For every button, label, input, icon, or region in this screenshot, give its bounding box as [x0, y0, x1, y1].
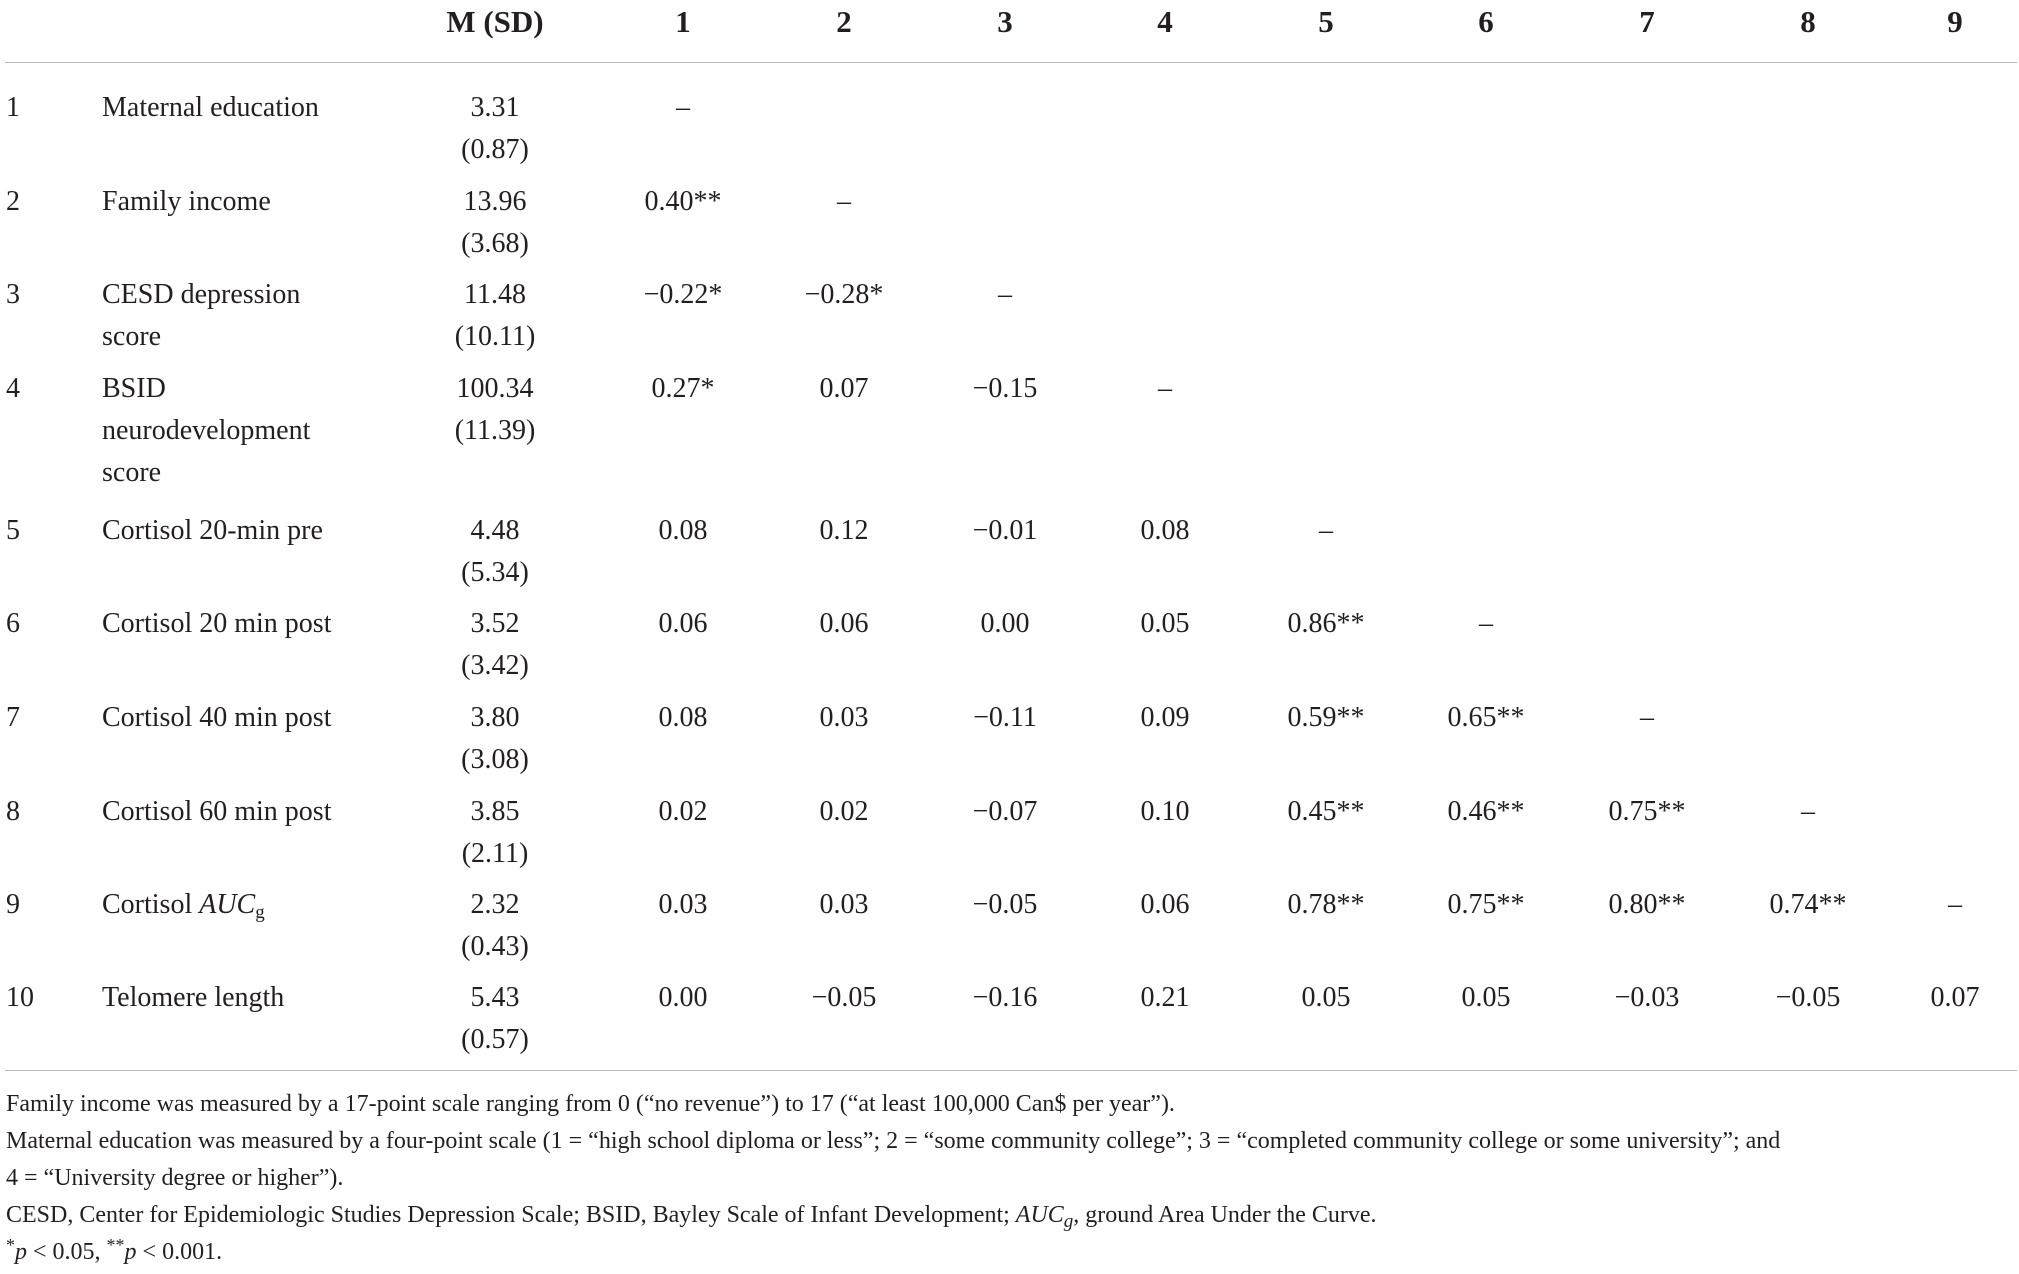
correlation-cell: 0.08 — [1140, 515, 1190, 546]
correlation-cell: 0.12 — [819, 515, 869, 546]
correlation-cell: 0.07 — [819, 373, 869, 404]
sd-value: (5.34) — [461, 557, 529, 588]
correlation-cell: 0.40** — [644, 186, 722, 217]
correlation-cell: −0.05 — [1775, 982, 1841, 1013]
note-abbrev-text-b: , ground Area Under the Curve. — [1073, 1202, 1377, 1228]
correlation-cell: 0.06 — [658, 608, 708, 639]
mean-sd — [425, 977, 565, 1061]
note-significance — [6, 1234, 222, 1271]
variable-name-line: Telomere length — [102, 982, 285, 1013]
mean-sd — [425, 510, 565, 594]
correlation-cell: 0.00 — [980, 608, 1030, 639]
correlation-cell: 0.08 — [658, 702, 708, 733]
correlation-cell: 0.80** — [1608, 889, 1686, 920]
row-number: 4 — [6, 373, 20, 404]
header-divider — [5, 62, 2017, 63]
mean-sd — [425, 791, 565, 875]
correlation-cell: – — [1479, 608, 1493, 639]
correlation-cell: – — [676, 92, 690, 123]
header-col-5: 5 — [1318, 4, 1334, 39]
variable-name-line: Cortisol 40 min post — [102, 702, 332, 733]
variable-name-line: Cortisol 20 min post — [102, 608, 332, 639]
mean-sd — [425, 697, 565, 781]
correlation-cell: 0.09 — [1140, 702, 1190, 733]
correlation-cell: 0.02 — [658, 796, 708, 827]
mean-value: 3.52 — [470, 608, 520, 639]
variable-prefix: Cortisol — [102, 889, 200, 920]
correlation-cell: 0.05 — [1301, 982, 1351, 1013]
correlation-cell: −0.01 — [972, 515, 1038, 546]
note-star-1: * — [6, 1235, 15, 1255]
variable-name — [102, 603, 352, 645]
sd-value: (0.57) — [461, 1024, 529, 1055]
variable-name — [102, 791, 352, 833]
note-threshold-1: < 0.05, — [27, 1239, 107, 1265]
mean-sd — [425, 87, 565, 171]
variable-name-line: Cortisol 20-min pre — [102, 515, 323, 546]
header-col-8: 8 — [1800, 4, 1816, 39]
sd-value: (3.08) — [461, 744, 529, 775]
sd-value: (0.43) — [461, 931, 529, 962]
note-threshold-2: < 0.001. — [136, 1239, 223, 1265]
header-col-7: 7 — [1639, 4, 1655, 39]
correlation-cell: 0.08 — [658, 515, 708, 546]
sd-value: (0.87) — [461, 134, 529, 165]
correlation-cell: 0.45** — [1287, 796, 1365, 827]
sd-value: (3.42) — [461, 650, 529, 681]
variable-name — [102, 977, 352, 1019]
correlation-cell: 0.78** — [1287, 889, 1365, 920]
row-number: 2 — [6, 186, 20, 217]
variable-subscript: g — [255, 902, 265, 923]
correlation-cell: 0.05 — [1461, 982, 1511, 1013]
correlation-cell: 0.03 — [819, 702, 869, 733]
correlation-cell: 0.07 — [1930, 982, 1980, 1013]
variable-name-line: BSID — [102, 373, 166, 404]
mean-value: 2.32 — [470, 889, 520, 920]
row-number: 9 — [6, 889, 20, 920]
mean-value: 3.85 — [470, 796, 520, 827]
note-abbrev-text-a: CESD, Center for Epidemiologic Studies Depression Scale; BSID, Bayley Scale of Infant Development; — [6, 1202, 1016, 1228]
header-col-9: 9 — [1947, 4, 1963, 39]
note-maternal-education: Maternal education was measured by a four-point scale (1 = “high school diploma or less”; 2 = “some community college”; 3 = “completed community college or some university”; and — [6, 1128, 1781, 1154]
mean-sd — [425, 368, 565, 452]
mean-value: 100.34 — [456, 373, 534, 404]
correlation-cell: −0.15 — [972, 373, 1038, 404]
variable-name-line: Cortisol 60 min post — [102, 796, 332, 827]
note-abbrev-auc: AUC — [1015, 1202, 1064, 1228]
correlation-cell: 0.10 — [1140, 796, 1190, 827]
mean-value: 5.43 — [470, 982, 520, 1013]
correlation-cell: 0.27* — [651, 373, 715, 404]
variable-name-line: CESD depression — [102, 279, 301, 310]
mean-sd — [425, 603, 565, 687]
note-p-1: p — [15, 1239, 27, 1265]
row-number: 5 — [6, 515, 20, 546]
sd-value: (3.68) — [461, 228, 529, 259]
variable-name — [102, 87, 352, 129]
variable-name-line: score — [102, 457, 162, 488]
variable-name-line: score — [102, 321, 162, 352]
variable-name-line: neurodevelopment — [102, 415, 311, 446]
header-msd: M (SD) — [446, 4, 544, 39]
correlation-cell: – — [998, 279, 1012, 310]
mean-value: 3.31 — [470, 92, 520, 123]
correlation-cell: – — [1319, 515, 1333, 546]
note-abbrev-auc-sub: g — [1063, 1211, 1074, 1232]
correlation-cell: 0.65** — [1447, 702, 1525, 733]
variable-name — [102, 274, 352, 358]
correlation-cell: 0.03 — [819, 889, 869, 920]
header-col-6: 6 — [1478, 4, 1494, 39]
variable-italic: AUC — [199, 889, 256, 920]
correlation-cell: – — [1640, 702, 1654, 733]
correlation-cell: 0.75** — [1447, 889, 1525, 920]
correlation-cell: 0.46** — [1447, 796, 1525, 827]
correlation-cell: −0.05 — [972, 889, 1038, 920]
table-header-row — [0, 0, 2019, 62]
correlation-cell: 0.06 — [819, 608, 869, 639]
mean-value: 11.48 — [464, 279, 526, 310]
correlation-cell: −0.03 — [1614, 982, 1680, 1013]
correlation-cell: −0.28* — [804, 279, 884, 310]
note-star-2: ** — [106, 1235, 125, 1255]
mean-value: 4.48 — [470, 515, 520, 546]
correlation-cell: – — [1158, 373, 1172, 404]
row-number: 7 — [6, 702, 20, 733]
footer-divider — [5, 1070, 2017, 1071]
correlation-cell: 0.86** — [1287, 608, 1365, 639]
correlation-cell: – — [1801, 796, 1815, 827]
mean-value: 13.96 — [463, 186, 527, 217]
note-abbreviations — [6, 1197, 1377, 1234]
row-number: 6 — [6, 608, 20, 639]
row-number: 10 — [6, 982, 34, 1013]
variable-name — [102, 510, 352, 552]
correlation-cell: −0.16 — [972, 982, 1038, 1013]
header-col-2: 2 — [836, 4, 852, 39]
sd-value: (10.11) — [454, 321, 536, 352]
correlation-cell: 0.59** — [1287, 702, 1365, 733]
note-p-2: p — [124, 1239, 137, 1265]
sd-value: (2.11) — [461, 838, 529, 869]
correlation-cell: 0.75** — [1608, 796, 1686, 827]
mean-sd — [425, 884, 565, 968]
variable-name — [102, 181, 352, 223]
variable-name — [102, 884, 352, 926]
variable-name-line — [102, 884, 352, 926]
correlation-cell: 0.02 — [819, 796, 869, 827]
header-col-4: 4 — [1157, 4, 1173, 39]
correlation-cell: −0.22* — [643, 279, 723, 310]
row-number: 8 — [6, 796, 20, 827]
correlation-cell: – — [837, 186, 851, 217]
mean-sd — [425, 181, 565, 265]
mean-value: 3.80 — [470, 702, 520, 733]
note-family-income: Family income was measured by a 17-point scale ranging from 0 (“no revenue”) to 17 (“at least 100,000 Can$ per year”). — [6, 1091, 1175, 1117]
correlation-cell: 0.74** — [1769, 889, 1847, 920]
header-col-3: 3 — [997, 4, 1013, 39]
row-number: 1 — [6, 92, 20, 123]
mean-sd — [425, 274, 565, 358]
correlation-cell: 0.06 — [1140, 889, 1190, 920]
correlation-cell: 0.00 — [658, 982, 708, 1013]
correlation-cell: −0.07 — [972, 796, 1038, 827]
correlation-cell: 0.21 — [1140, 982, 1190, 1013]
variable-name-line: Maternal education — [102, 92, 319, 123]
correlation-cell: −0.05 — [811, 982, 877, 1013]
row-number: 3 — [6, 279, 20, 310]
note-maternal-education-cont: 4 = “University degree or higher”). — [6, 1165, 344, 1191]
correlation-cell: −0.11 — [973, 702, 1037, 733]
variable-name — [102, 368, 352, 494]
correlation-cell: – — [1948, 889, 1962, 920]
correlation-cell: 0.03 — [658, 889, 708, 920]
sd-value: (11.39) — [454, 415, 536, 446]
variable-name-line: Family income — [102, 186, 271, 217]
header-col-1: 1 — [675, 4, 691, 39]
correlation-cell: 0.05 — [1140, 608, 1190, 639]
variable-name — [102, 697, 352, 739]
